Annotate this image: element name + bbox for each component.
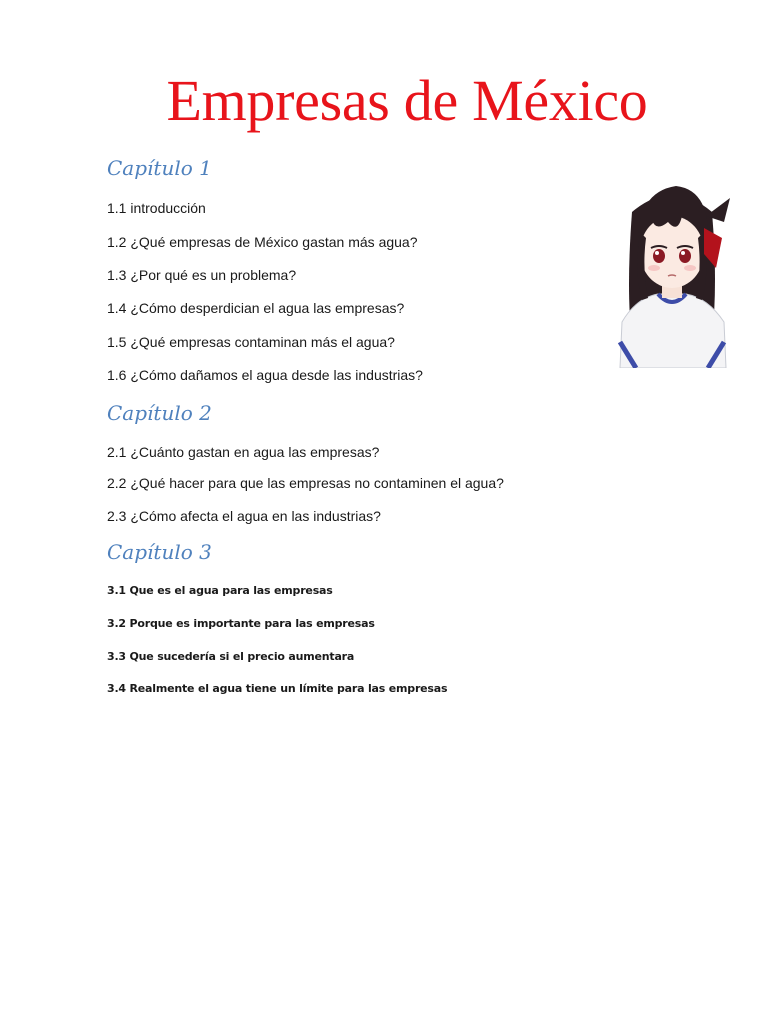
- chapter-1-item-6: 1.6 ¿Cómo dañamos el agua desde las industrias?: [107, 367, 423, 383]
- chapter-1-item-5: 1.5 ¿Qué empresas contaminan más el agua?: [107, 334, 395, 350]
- chapter-3-item-2: 3.2 Porque es importante para las empresas: [107, 617, 375, 630]
- chapter-1-item-4: 1.4 ¿Cómo desperdician el agua las empresas?: [107, 300, 405, 316]
- chapter-1-item-2: 1.2 ¿Qué empresas de México gastan más agua?: [107, 234, 418, 250]
- chapter-3-item-3: 3.3 Que sucedería si el precio aumentara: [107, 650, 355, 663]
- anime-girl-illustration-icon: [612, 172, 732, 368]
- chapter-1-item-1: 1.1 introducción: [107, 200, 206, 216]
- chapter-1-heading: Capítulo 1: [107, 156, 212, 180]
- chapter-1-item-3: 1.3 ¿Por qué es un problema?: [107, 267, 297, 283]
- chapter-2-item-2: 2.2 ¿Qué hacer para que las empresas no contaminen el agua?: [107, 475, 504, 491]
- chapter-2-item-1: 2.1 ¿Cuánto gastan en agua las empresas?: [107, 444, 380, 460]
- chapter-3-heading: Capítulo 3: [107, 540, 212, 564]
- chapter-3-item-4: 3.4 Realmente el agua tiene un límite para las empresas: [107, 682, 448, 695]
- document-title: Empresas de México: [166, 68, 648, 133]
- chapter-2-heading: Capítulo 2: [107, 401, 212, 425]
- chapter-2-item-3: 2.3 ¿Cómo afecta el agua en las industrias?: [107, 508, 381, 524]
- chapter-3-item-1: 3.1 Que es el agua para las empresas: [107, 584, 333, 597]
